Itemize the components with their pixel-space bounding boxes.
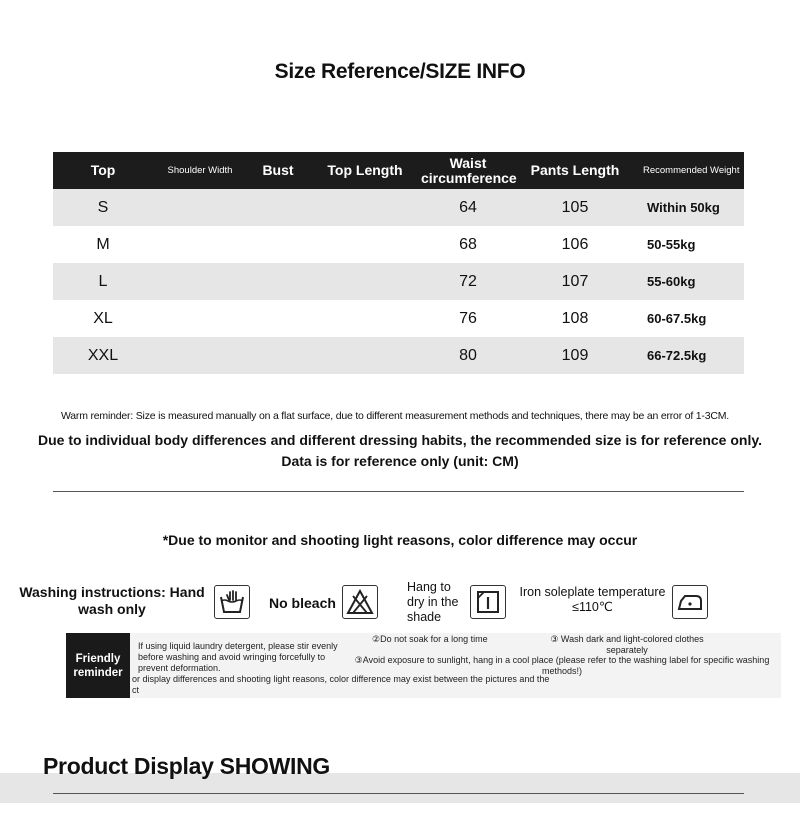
size-table-header [53,152,744,189]
table-row [53,189,744,226]
iron-label: Iron soleplate temperature ≤110℃ [519,585,666,614]
header-shoulder-width: Shoulder Width [167,165,233,176]
weight-cell: 50-55kg [647,237,696,252]
page-title: Size Reference/SIZE INFO [274,60,526,83]
header-recommended-weight: Recommended Weight [643,165,740,176]
table-row [53,263,744,300]
hang-dry-label: Hang to dry in the shade [407,580,459,624]
table-row [53,337,744,374]
reminder-item-1: If using liquid laundry detergent, please stir evenly before washing and avoid wringing forcefully to prevent deformation. [138,641,338,673]
weight-cell: 60-67.5kg [647,311,707,326]
hand-wash-label: Washing instructions: Hand wash only [19,584,205,617]
header-top: Top [90,162,116,178]
dry-in-shade-icon [470,585,506,619]
waist-cell: 76 [459,309,477,327]
reminder-item-4: ③Avoid exposure to sunlight, hang in a cool place (please refer to the washing label for specific washing methods!) [354,655,770,676]
notice-line-1: Due to individual body differences and different dressing habits, the recommended size is for reference only. [37,432,762,448]
washing-instructions [0,580,800,630]
weight-cell: Within 50kg [647,200,720,215]
header-pants-length: Pants Length [530,162,620,178]
friendly-reminder [66,633,781,698]
weight-cell: 55-60kg [647,274,696,289]
monitor-note: *Due to monitor and shooting light reasons, color difference may occur [162,532,638,548]
size-cell: M [96,235,110,253]
header-bust: Bust [262,162,294,178]
reference-notice [0,430,800,472]
table-row [53,300,744,337]
weight-cell: 66-72.5kg [647,348,707,363]
size-cell: L [98,272,108,290]
reminder-item-5b: ct [132,685,140,695]
reminder-item-3: ③ Wash dark and light-colored clothes separately [550,634,704,655]
table-row [53,226,744,263]
iron-icon [672,585,708,619]
waist-cell: 68 [459,235,477,253]
waist-cell: 64 [459,198,477,216]
bottom-divider [53,793,744,794]
pants-length-cell: 105 [561,198,589,216]
no-bleach-label: No bleach [269,595,336,611]
reminder-item-2: ②Do not soak for a long time [372,634,488,644]
product-display-title: Product Display SHOWING [43,753,331,779]
reminder-item-5: or display differences and shooting light reasons, color difference may exist between the pictures and the [132,674,550,684]
size-cell: S [97,198,109,216]
waist-cell: 80 [459,346,477,364]
size-table [53,152,744,374]
size-cell: XXL [87,346,119,364]
friendly-reminder-label: Friendly reminder [66,633,130,698]
waist-cell: 72 [459,272,477,290]
divider [53,491,744,492]
header-waist: Waist circumference [421,154,517,186]
size-cell: XL [93,309,113,327]
pants-length-cell: 108 [561,309,589,327]
header-top-length: Top Length [327,162,403,178]
no-bleach-icon [342,585,378,619]
warm-reminder: Warm reminder: Size is measured manually on a flat surface, due to different measurement methods and techniques, there may be an error of 1-3CM. [60,410,730,422]
pants-length-cell: 106 [561,235,589,253]
pants-length-cell: 109 [561,346,589,364]
pants-length-cell: 107 [561,272,589,290]
hand-wash-icon [214,585,250,619]
notice-line-2: Data is for reference only (unit: CM) [281,453,519,469]
